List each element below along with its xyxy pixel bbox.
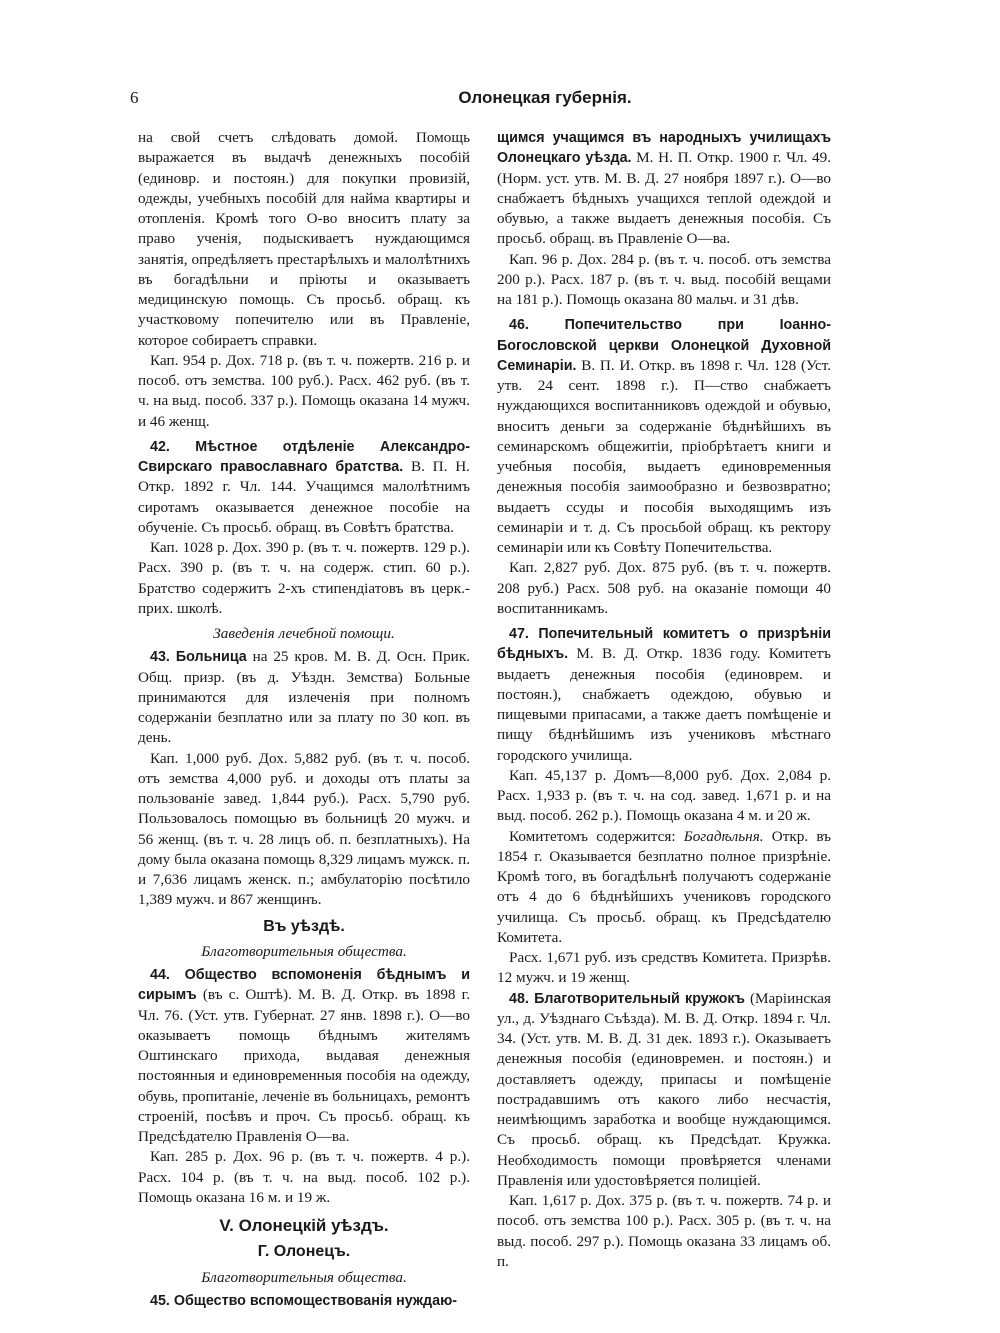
right-column — [497, 128, 831, 1272]
paragraph: Кап. 954 р. Дох. 718 р. (въ т. ч. пожертв. 216 р. и пособ. отъ земства. 100 руб.). Расх. 462 руб. (въ т. ч. на выд. пособ. 337 р.). Помощь оказана 14 мужч. и 46 женщ. — [138, 351, 470, 430]
entry-text: М. Н. П. Откр. 1900 г. Чл. 49. (Норм. уст. утв. М. В. Д. 27 ноября 1897 г.). О—во снабжаетъ бѣдныхъ учащихся теплой одеждой и обувью, а также выдаетъ денежныя пособія. Съ просьб. обращ. въ Правленіе О—ва. — [497, 149, 831, 248]
running-title: Олонецкая губернія. — [458, 88, 632, 107]
paragraph: Кап. 1,617 р. Дох. 375 р. (въ т. ч. пожертв. 74 р. и пособ. отъ земства 100 р.). Расх. 305 р. (въ т. ч. на выд. пособ. 297 р.). Помощь оказана 33 лицамъ об. п. — [497, 1192, 831, 1270]
entry-44 — [138, 965, 470, 1147]
section-heading: Благотворительныя общества. — [201, 942, 407, 960]
entry-45-continued — [497, 128, 831, 250]
paragraph: Кап. 285 р. Дох. 96 р. (въ т. ч. пожертв. 4 р.). Расх. 104 р. (въ т. ч. на выд. пособ. 102 р.). Помощь оказана 16 м. и 19 ж. — [138, 1148, 470, 1206]
entry-text: М. В. Д. Откр. 1836 году. Комитетъ выдаетъ денежныя пособія (единоврем. и постоян.), снабжаетъ одеждою, обувью и пищевыми припасами, а также даетъ помѣщеніе и пищу бѣднѣйшимъ изъ учениковъ мѣстнаго городского училища. — [497, 645, 831, 764]
entry-48 — [497, 989, 831, 1192]
entry-title: 42. Мѣстное отдѣленіе Александро-Свирскаго православнаго братства. — [138, 438, 470, 475]
entry-46 — [497, 315, 831, 558]
entry-text: М. В. Д. Откр. 1894 г. Чл. 34. (Уст. утв. М. В. Д. 31 дек. 1893 г.). Оказываетъ денежныя пособія (единовремен. и постоян.) и доставляетъ одежду, припасы и помѣщеніе пострадавшимъ отъ какого либо несчастія, неимѣющимъ заработка и вообще нуждающимся. Съ просьб. обращ. къ Предсѣдат. Кружка. Необходимость помощи провѣряется членами Правленія или удостовѣряется полиціей. — [497, 1009, 831, 1189]
entry-text: (въ с. Оштѣ). М. В. Д. Откр. въ 1898 г. Чл. 76. (Уст. утв. Губернат. 27 янв. 1898 г.). О—во оказываетъ помощь бѣднымъ жителямъ Оштинскаго прихода, выдавая денежныя постоянныя и единовременныя пособія на одежду, обувь, пропитаніе, леченіе въ больницахъ, ремонтъ строеній, посѣвъ и проч. Съ просьб. обращ. къ Предсѣдателю Правленія О—ва. — [138, 986, 470, 1145]
section-heading: Заведенія лечебной помощи. — [213, 625, 395, 642]
entry-42 — [138, 437, 470, 538]
entry-title: 43. Больница — [150, 649, 247, 666]
paragraph — [497, 827, 831, 949]
entry-title: 45. Общество вспомоществованія нуждаю- — [150, 1292, 458, 1309]
italic-run: Богадѣльня. — [683, 827, 764, 845]
paragraph: Кап. 1,000 руб. Дох. 5,882 руб. (въ т. ч. пособ. отъ земства 4,000 руб. и доходы отъ платы за пользованіе завед. 1,844 руб.). Расх. 5,790 руб. Пользовалось помощью въ больницѣ 20 мужч. и 56 женщ. (въ т. ч. 28 лицъ об. п. безплатныхъ). На дому была оказана помощь 8,329 лицамъ мужск. п. и 7,636 лицамъ женск. п.; амбулаторію посѣтило 1,389 мужч. и 867 женщинъ. — [138, 749, 470, 909]
paragraph: Кап. 1028 р. Дох. 390 р. (въ т. ч. пожертв. 129 р.). Расх. 390 р. (въ т. ч. на содерж. стип. 60 р.). Братство содержитъ 2-хъ стипендіатовъ въ церк.-прих. школѣ. — [138, 539, 470, 617]
entry-address: (Маріинская ул., д. Уѣзднаго Съѣзда). — [497, 989, 831, 1027]
entry-45 — [138, 1291, 470, 1311]
entry-title: 48. Благотворительный кружокъ — [509, 990, 745, 1007]
section-heading: V. Олонецкій уѣздъ. — [219, 1216, 389, 1235]
entry-text: В. П. Н. Откр. 1892 г. Чл. 144. Учащимся малолѣтнимъ сиротамъ оказывается денежное пособіе на обученіе. Съ просьб. обращ. въ Совѣтъ братства. — [138, 458, 470, 536]
entry-text: на 25 кров. М. В. Д. Осн. Прик. Общ. призр. (въ д. Уѣздн. Земства) Больные принимаются для излеченія при полномъ содержаніи безплатно или за плату по 30 коп. въ день. — [138, 648, 470, 747]
paragraph: на свой счетъ слѣдовать домой. Помощь выражается въ выдачѣ денежныхъ пособій (единовр. и постоян.) для покупки провизій, одежды, учебныхъ пособій для найма квартиры и отопленія. Кромѣ того О-во вноситъ плату за право ученія, подыскиваетъ нуждающимся занятія, опредѣляетъ престарѣлыхъ и малолѣтнихъ въ богадѣльни и пріюты и оказываетъ медицинскую помощь. Съ просьб. обращ. къ участковому попечителю или въ Правленіе, которое собираетъ справки. — [138, 129, 470, 349]
paragraph: Расх. 1,671 руб. изъ средствъ Комитета. Призрѣв. 12 мужч. и 19 женщ. — [497, 949, 831, 987]
section-heading: Г. Олонецъ. — [257, 1243, 351, 1261]
paragraph: Кап. 96 р. Дох. 284 р. (въ т. ч. пособ. отъ земства 200 р.). Расх. 187 р. (въ т. ч. выд. пособій вещами на 181 р.). Помощь оказана 80 мальч. и 31 дѣв. — [497, 250, 831, 308]
entry-title: щимся учащимся въ народныхъ училищахъ Олонецкаго уѣзда. — [497, 130, 831, 167]
text-run: Комитетомъ содержится: — [509, 827, 684, 845]
entry-title: 44. Общество вспомоненія бѣднымъ и сирымъ — [138, 967, 470, 1004]
section-heading: Въ уѣздѣ. — [263, 917, 345, 935]
entry-43 — [138, 647, 470, 748]
text-run: Откр. въ 1854 г. Оказывается безплатно полное призрѣніе. Кромѣ того, въ богадѣльнѣ получаютъ содержаніе отъ 4 до 6 бѣднѣйшихъ учениковъ городского училища. Съ просьб. обращ. къ Предсѣдателю Комитета. — [497, 827, 831, 946]
entry-text: В. П. И. Откр. въ 1898 г. Чл. 128 (Уст. утв. 24 сент. 1898 г.). П—ство снабжаетъ нуждающихся воспитанниковъ одеждой и обувью, вноситъ деньги за содержаніе бѣднѣйшихъ въ семинарскомъ общежитіи, пріобрѣтаетъ книги и учебныя пособія, выдаетъ единовременныя денежныя пособія заимообразно и безвозвратно; выдаетъ ссуды и пособія выходящимъ изъ семинаріи и т. д. Съ просьбой обращ. къ ректору семинаріи или къ Совѣту Попечительства. — [497, 356, 831, 556]
entry-title: 47. Попечительный комитетъ о призрѣніи бѣдныхъ. — [497, 626, 831, 663]
paragraph: Кап. 45,137 р. Домъ—8,000 руб. Дох. 2,084 р. Расх. 1,933 р. (въ т. ч. на сод. завед. 1,671 р. и на выд. пособ. 262 р.). Помощь оказана 4 м. и 20 ж. — [497, 766, 831, 825]
paragraph: Кап. 2,827 руб. Дох. 875 руб. (въ т. ч. пожертв. 208 руб.) Расх. 508 руб. на оказаніе помощи 40 воспитанникамъ. — [497, 559, 831, 617]
entry-47 — [497, 624, 831, 766]
entry-title: 46. Попечительство при Іоанно-Богословской церкви Олонецкой Духовной Семинаріи. — [497, 317, 831, 374]
page-number: 6 — [130, 88, 139, 107]
left-column — [138, 128, 470, 1311]
section-heading: Благотворительныя общества. — [201, 1268, 407, 1286]
